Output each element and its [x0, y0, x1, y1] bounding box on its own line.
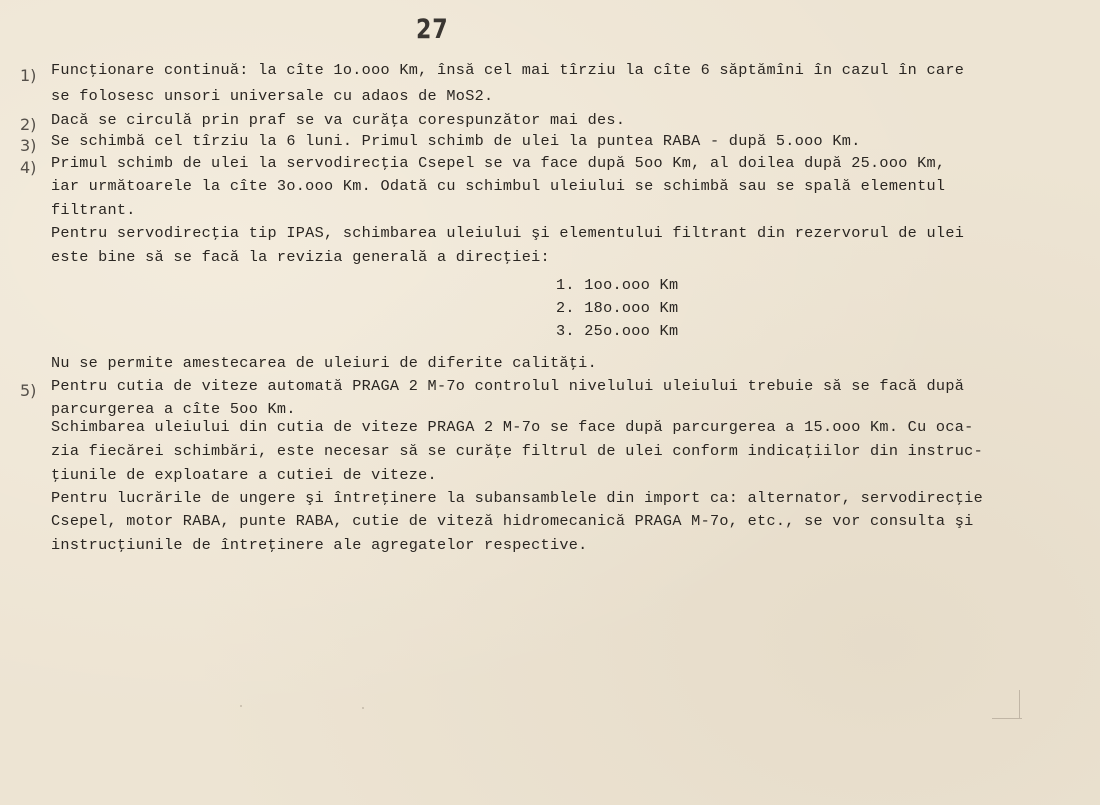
- item-3-marker: 3): [20, 136, 37, 155]
- item-4-line-4: Pentru servodirecţia tip IPAS, schimbarea uleiului şi elementului filtrant din rezervorul de ulei: [51, 224, 965, 242]
- item-5-line-4: zia fiecărei schimbări, este necesar să se curăţe filtrul de ulei conform indicaţiilor din instruc-: [51, 442, 983, 460]
- item-5-line-6: Pentru lucrările de ungere şi întreţinere la subansamblele din import ca: alternator, servodirecţie: [51, 489, 983, 507]
- item-4-line-5: este bine să se facă la revizia generală a direcţiei:: [51, 248, 550, 266]
- item-5-line-1: Pentru cutia de viteze automată PRAGA 2 M-7o controlul nivelului uleiului trebuie să se facă după: [51, 377, 965, 395]
- item-4-line-2: iar următoarele la cîte 3o.ooo Km. Odată cu schimbul uleiului se schimbă sau se spală elementul: [51, 177, 946, 195]
- item-4-marker: 4): [20, 158, 37, 177]
- item-3-line-1: Se schimbă cel tîrziu la 6 luni. Primul schimb de ulei la puntea RABA - după 5.ooo Km.: [51, 132, 861, 150]
- item-4-line-6: Nu se permite amestecarea de uleiuri de diferite calităţi.: [51, 354, 598, 372]
- paper-speck: [362, 707, 364, 709]
- item-5-line-3: Schimbarea uleiului din cutia de viteze PRAGA 2 M-7o se face după parcurgerea a 15.ooo Km. Cu oca-: [51, 418, 974, 436]
- revision-list-item: 1. 1oo.ooo Km: [556, 276, 679, 294]
- paper-speck: [240, 705, 242, 707]
- item-5-line-7: Csepel, motor RABA, punte RABA, cutie de viteză hidromecanică PRAGA M-7o, etc., se vor consulta şi: [51, 512, 974, 530]
- item-1-marker: 1): [20, 66, 37, 85]
- revision-list-item: 3. 25o.ooo Km: [556, 322, 679, 340]
- item-5-line-8: instrucţiunile de întreţinere ale agregatelor respective.: [51, 536, 588, 554]
- revision-list-item: 2. 18o.ooo Km: [556, 299, 679, 317]
- item-1-line-2: se folosesc unsori universale cu adaos de MoS2.: [51, 87, 494, 105]
- item-1-line-1: Funcţionare continuă: la cîte 1o.ooo Km, însă cel mai tîrziu la cîte 6 săptămîni în cazul în care: [51, 61, 965, 79]
- item-2-marker: 2): [20, 115, 37, 134]
- item-5-line-2: parcurgerea a cîte 5oo Km.: [51, 400, 296, 418]
- page-number: 27: [416, 14, 449, 45]
- item-4-line-1: Primul schimb de ulei la servodirecţia Csepel se va face după 5oo Km, al doilea după 25.ooo Km,: [51, 154, 946, 172]
- item-5-marker: 5): [20, 381, 37, 400]
- paper-edge-mark: [1019, 690, 1020, 718]
- paper-edge-mark: [992, 718, 1022, 719]
- item-2-line-1: Dacă se circulă prin praf se va curăţa corespunzător mai des.: [51, 111, 626, 129]
- item-5-line-5: ţiunile de exploatare a cutiei de viteze.: [51, 466, 437, 484]
- item-4-line-3: filtrant.: [51, 201, 136, 219]
